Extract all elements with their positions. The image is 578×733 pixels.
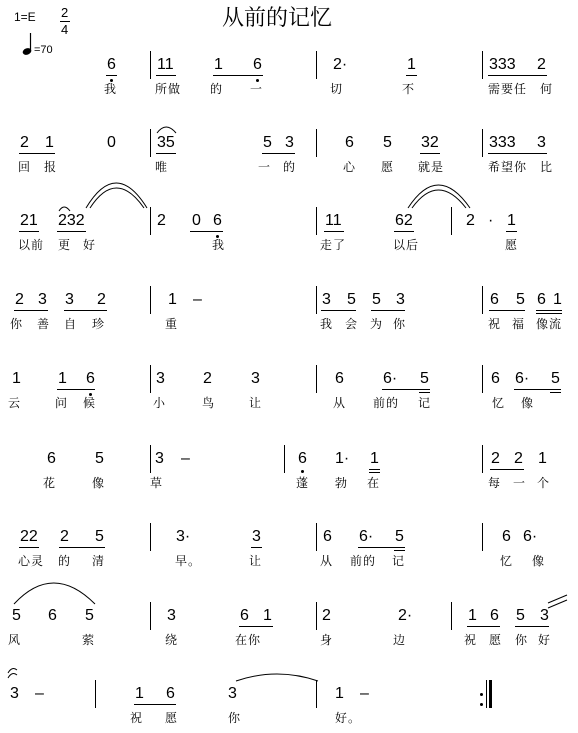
note: 1	[58, 370, 67, 387]
barline	[482, 445, 483, 473]
beam-line	[64, 310, 107, 311]
lyric: 一	[258, 160, 272, 174]
lyric: 我	[104, 82, 118, 96]
lyric: 心	[343, 160, 357, 174]
slur	[86, 183, 147, 208]
note: 2	[15, 291, 24, 308]
lyric: 前的	[373, 396, 400, 410]
lyric: 记	[418, 396, 432, 410]
note: 3	[155, 450, 164, 467]
beam-line	[262, 153, 295, 154]
lyric: 勃	[335, 476, 349, 490]
lyric: 让	[249, 554, 263, 568]
lyric: 愿	[489, 633, 503, 647]
note: 3	[252, 528, 261, 545]
note: 5	[551, 370, 560, 387]
note: 6	[253, 56, 262, 73]
barline	[95, 680, 96, 708]
lyric: 候	[83, 396, 97, 410]
note: 5	[95, 450, 104, 467]
barline	[316, 602, 317, 630]
lyric: 一	[513, 476, 527, 490]
barline	[316, 51, 317, 79]
lyric: 从	[333, 396, 347, 410]
barline	[316, 365, 317, 393]
barline	[150, 207, 151, 235]
note: 3	[537, 134, 546, 151]
beam-line	[19, 547, 39, 548]
note: 6	[48, 607, 57, 624]
lyric: 的	[283, 160, 297, 174]
lyric: 重	[165, 317, 179, 331]
note: 232	[58, 212, 85, 229]
lyric: 像	[521, 396, 535, 410]
barline	[482, 51, 483, 79]
note: 5	[420, 370, 429, 387]
lyric: 云	[8, 396, 22, 410]
beam-line	[488, 75, 547, 76]
note: 1	[45, 134, 54, 151]
note: 22	[20, 528, 38, 545]
slur	[14, 583, 95, 604]
lyric: 的	[58, 554, 72, 568]
lyric: 边	[393, 633, 407, 647]
note: 6	[323, 528, 332, 545]
beam-line	[190, 231, 223, 232]
note: 21	[20, 212, 38, 229]
note: 6	[240, 607, 249, 624]
note: 5	[395, 528, 404, 545]
note: 2	[466, 212, 475, 229]
note: 5	[263, 134, 272, 151]
lyric: 花	[43, 476, 57, 490]
note: 2	[537, 56, 546, 73]
beam-line	[239, 626, 273, 627]
lyric: 祝	[464, 633, 478, 647]
lyric: 会	[345, 317, 359, 331]
beam-line	[369, 469, 380, 470]
note: 6	[335, 370, 344, 387]
note: 3	[10, 685, 19, 702]
beam-line	[488, 153, 547, 154]
lyric: 从	[320, 554, 334, 568]
note: 5	[516, 291, 525, 308]
lyric: 好。	[335, 711, 362, 725]
lyric: 好	[83, 238, 97, 252]
barline	[451, 207, 452, 235]
tempo-marking: =70	[34, 44, 53, 56]
lyric: 希望你	[488, 160, 528, 174]
lyric: 像	[532, 554, 546, 568]
beam-line	[19, 231, 39, 232]
beam-line	[59, 547, 105, 548]
lyric: 回	[18, 160, 32, 174]
beam-line	[467, 626, 500, 627]
note: –	[181, 450, 190, 467]
note: 6	[166, 685, 175, 702]
note: 1	[335, 685, 344, 702]
note: –	[360, 685, 369, 702]
lyric: 福	[512, 317, 526, 331]
barline	[150, 129, 151, 157]
note: 6	[490, 291, 499, 308]
note: 1	[407, 56, 416, 73]
barline	[451, 602, 452, 630]
beam-line	[536, 310, 562, 311]
beam-line	[514, 389, 561, 390]
key-signature: 1=E	[14, 10, 36, 24]
note: 6	[491, 370, 500, 387]
barline	[284, 445, 285, 473]
lyric: 个	[537, 476, 551, 490]
lyric: 每	[488, 476, 502, 490]
beam-line	[57, 231, 86, 232]
beam-line	[419, 392, 430, 393]
note: 2	[514, 450, 523, 467]
note: 1	[468, 607, 477, 624]
note: 0	[107, 134, 116, 151]
beam-line	[420, 153, 440, 154]
beam-line	[394, 231, 414, 232]
repeat-dot	[480, 693, 483, 696]
barline	[316, 129, 317, 157]
beam-line	[382, 389, 430, 390]
note: 6	[537, 291, 546, 308]
barline	[150, 51, 151, 79]
barline	[150, 365, 151, 393]
slur	[408, 185, 470, 208]
beam-line	[394, 550, 405, 551]
note: 3	[285, 134, 294, 151]
lyric: 像	[92, 476, 106, 490]
lyric: 忆	[492, 396, 506, 410]
lyric: 你	[228, 711, 242, 725]
note: 2·	[333, 56, 348, 73]
beam-line	[515, 626, 549, 627]
note: 6·	[523, 528, 538, 545]
note: 3	[251, 370, 260, 387]
lyric: 忆	[500, 554, 514, 568]
note: 11	[157, 56, 174, 73]
barline	[482, 129, 483, 157]
lyric: 你	[10, 317, 24, 331]
note: 5	[12, 607, 21, 624]
lyric: 绕	[165, 633, 179, 647]
lyric: 我	[212, 238, 226, 252]
beam-line	[19, 153, 55, 154]
note: 6	[86, 370, 95, 387]
lyric: 的	[210, 82, 224, 96]
note: 1	[370, 450, 379, 467]
lyric: 需要任	[488, 82, 528, 96]
breath-mark	[8, 674, 17, 678]
lyric: 像流	[536, 317, 563, 331]
barline	[150, 523, 151, 551]
lyric: 让	[249, 396, 263, 410]
barline	[482, 365, 483, 393]
note: 2	[322, 607, 331, 624]
slur	[412, 190, 466, 208]
note: 1	[263, 607, 272, 624]
repeat-thin-line	[486, 680, 487, 708]
note: 3	[156, 370, 165, 387]
beam-line	[358, 547, 405, 548]
note: 2·	[398, 607, 413, 624]
lyric: 切	[330, 82, 344, 96]
beam-line	[506, 231, 517, 232]
note: 1	[214, 56, 223, 73]
note: 2	[97, 291, 106, 308]
lyric: 不	[402, 82, 416, 96]
beam-line	[324, 231, 344, 232]
caesura-mark	[548, 600, 567, 608]
note: 1	[553, 291, 562, 308]
lyric: 小	[153, 396, 167, 410]
note: 5	[516, 607, 525, 624]
note: 35	[157, 134, 175, 151]
barline	[316, 523, 317, 551]
lyric: 你	[393, 317, 407, 331]
note: 3·	[176, 528, 191, 545]
lyric: 何	[540, 82, 554, 96]
note: 6	[298, 450, 307, 467]
barline	[316, 207, 317, 235]
lyric: 愿	[165, 711, 179, 725]
lyric: 心灵	[18, 554, 45, 568]
note: 5	[95, 528, 104, 545]
note: 1	[135, 685, 144, 702]
note: 6	[345, 134, 354, 151]
lyric: 为	[370, 317, 384, 331]
note: 11	[325, 212, 342, 229]
note: 333	[489, 56, 516, 73]
lyric: 比	[540, 160, 554, 174]
beam-line	[156, 153, 176, 154]
lyric: 清	[92, 554, 106, 568]
lyric: 更	[58, 238, 72, 252]
beam-line	[489, 310, 525, 311]
note: 0	[192, 212, 201, 229]
note: 6·	[359, 528, 374, 545]
note: 6	[47, 450, 56, 467]
note: ·	[488, 212, 494, 229]
lyric: 好	[538, 633, 552, 647]
note: 3	[396, 291, 405, 308]
tie	[236, 674, 318, 681]
lyric: 你	[515, 633, 529, 647]
barline	[482, 286, 483, 314]
beam-line	[156, 75, 176, 76]
note: 5	[347, 291, 356, 308]
beam-line	[550, 392, 561, 393]
note: 3	[540, 607, 549, 624]
lyric: 草	[150, 476, 164, 490]
lyric: 前的	[350, 554, 377, 568]
lyric: 祝	[130, 711, 144, 725]
lyric: 走了	[320, 238, 347, 252]
note: 6·	[515, 370, 530, 387]
note: 2	[491, 450, 500, 467]
lyric: 身	[320, 633, 334, 647]
note: 6	[213, 212, 222, 229]
slur	[157, 127, 176, 133]
barline	[150, 602, 151, 630]
lyric: 自	[64, 317, 78, 331]
note: 62	[395, 212, 413, 229]
lyric: 我	[320, 317, 334, 331]
beam-line	[251, 547, 262, 548]
barline	[482, 523, 483, 551]
lyric: 记	[392, 554, 406, 568]
lyric: 以前	[18, 238, 45, 252]
time-signature-top: 2	[61, 5, 69, 20]
page-title: 从前的记忆	[222, 6, 333, 31]
note: 2	[20, 134, 29, 151]
barline	[150, 286, 151, 314]
lyric: 问	[55, 396, 69, 410]
beam-line	[406, 75, 417, 76]
note: 1	[538, 450, 547, 467]
time-signature-bottom: 4	[61, 22, 69, 37]
lyric: 唯	[155, 160, 169, 174]
lyric: 早。	[175, 554, 202, 568]
repeat-thick-line	[489, 680, 492, 708]
beam-line	[536, 313, 562, 314]
lyric: 愿	[505, 238, 519, 252]
note: 3	[65, 291, 74, 308]
lyric: 鸟	[202, 396, 216, 410]
caesura-mark	[548, 595, 567, 603]
note: 6	[502, 528, 511, 545]
note: –	[35, 685, 44, 702]
lyric: 就是	[418, 160, 445, 174]
note: 1	[168, 291, 177, 308]
note: 333	[489, 134, 516, 151]
lyric: 萦	[82, 633, 96, 647]
barline	[316, 286, 317, 314]
note: 6·	[383, 370, 398, 387]
note: 5	[372, 291, 381, 308]
note: 1·	[335, 450, 350, 467]
note: 3	[322, 291, 331, 308]
lyric: 一	[250, 82, 264, 96]
note: 6	[107, 56, 116, 73]
note: 6	[490, 607, 499, 624]
lyric: 珍	[92, 317, 106, 331]
note: 3	[38, 291, 47, 308]
beam-line	[371, 310, 405, 311]
repeat-dot	[480, 703, 483, 706]
lyric: 善	[37, 317, 51, 331]
note: –	[193, 291, 202, 308]
beam-line	[134, 704, 176, 705]
barline	[150, 445, 151, 473]
beam-line	[14, 310, 48, 311]
lyric: 以后	[393, 238, 420, 252]
lyric: 所做	[155, 82, 182, 96]
lyric: 在	[367, 476, 381, 490]
lyric: 祝	[488, 317, 502, 331]
low-octave-dot	[301, 470, 304, 473]
slur	[59, 207, 70, 211]
beam-line	[321, 310, 356, 311]
beam-line	[490, 469, 524, 470]
beam-line	[57, 389, 95, 390]
note: 2	[203, 370, 212, 387]
lyric: 风	[8, 633, 22, 647]
barline	[316, 680, 317, 708]
note: 2	[60, 528, 69, 545]
note: 1	[12, 370, 21, 387]
note: 32	[421, 134, 439, 151]
note: 2	[157, 212, 166, 229]
lyric: 蓬	[296, 476, 310, 490]
note: 5	[383, 134, 392, 151]
beam-line	[369, 472, 380, 473]
note: 3	[228, 685, 237, 702]
note: 1	[507, 212, 516, 229]
quarter-note-icon	[20, 32, 34, 56]
lyric: 报	[44, 160, 58, 174]
slur	[90, 188, 144, 208]
beam-line	[106, 75, 117, 76]
note: 5	[85, 607, 94, 624]
lyric: 愿	[381, 160, 395, 174]
note: 3	[167, 607, 176, 624]
beam-line	[213, 75, 263, 76]
breath-mark	[8, 669, 17, 673]
lyric: 在你	[235, 633, 262, 647]
